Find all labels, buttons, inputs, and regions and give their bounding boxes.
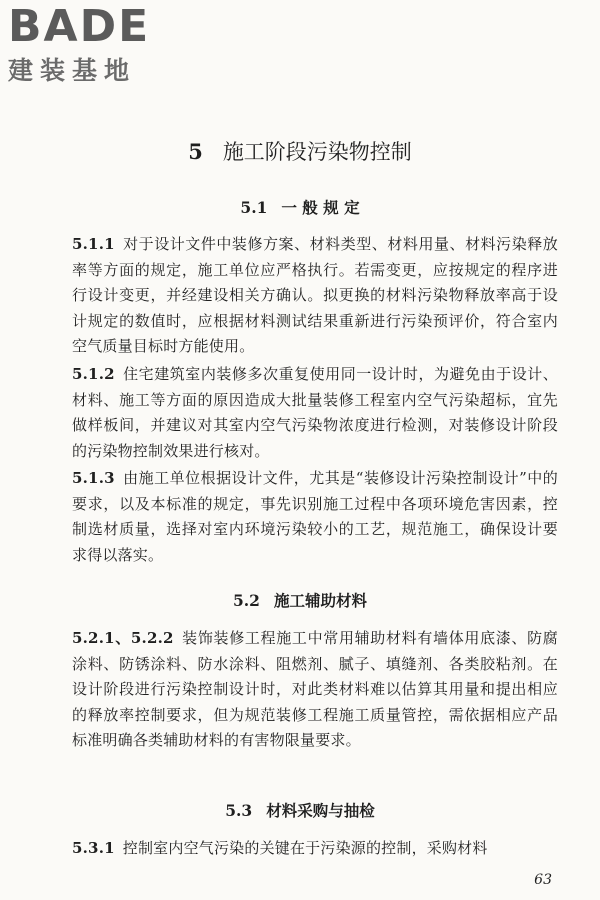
section-number: 5.1 [240,198,268,217]
clause-5-2-1-5-2-2 [72,626,558,754]
clause-number: 5.1.3 [72,469,115,487]
clause-number: 5.1.2 [72,365,115,383]
clause-text: 住宅建筑室内装修多次重复使用同一设计时，为避免由于设计、材料、施工等方面的原因造成大批量装修工程室内空气污染超标，宜先做样板间，并建议对其室内空气污染物浓度进行检测，对装修设计阶段的污染物控制效果进行核对。 [72,365,558,460]
bade-logo [8,1,178,86]
clause-text: 对于设计文件中装修方案、材料类型、材料用量、材料污染释放率等方面的规定，施工单位应严格执行。若需变更，应按规定的程序进行设计变更，并经建设相关方确认。拟更换的材料污染物释放率高于设计规定的数值时，应根据材料测试结果重新进行污染预评价，符合室内空气质量目标时方能使用。 [72,235,558,355]
section-title: 材料采购与抽检 [266,802,375,820]
section-heading-5-3 [0,800,600,822]
clause-5-3-1 [72,836,558,862]
clause-text: 装饰装修工程施工中常用辅助材料有墙体用底漆、防腐涂料、防锈涂料、防水涂料、阻燃剂、腻子、填缝剂、各类胶粘剂。在设计阶段进行污染控制设计时，对此类材料难以估算其用量和提出相应的释放率控制要求，但为规范装修工程施工质量管控，需依据相应产品标准明确各类辅助材料的有害物限量要求。 [72,629,558,749]
chapter-title: 施工阶段污染物控制 [222,140,412,164]
clause-text: 控制室内空气污染的关键在于污染源的控制，采购材料 [122,839,488,857]
clause-number: 5.2.1、5.2.2 [72,629,174,647]
clause-text: 由施工单位根据设计文件，尤其是“装修设计污染控制设计”中的要求，以及本标准的规定，事先识别施工过程中各项环境危害因素，控制选材质量，选择对室内环境污染较小的工艺，规范施工，确保设计要求得以落实。 [72,469,558,564]
logo-subtitle: 建装基地 [8,56,137,85]
chapter-number: 5 [188,139,203,164]
section-heading-5-2 [0,590,600,612]
clause-number: 5.3.1 [72,839,115,857]
chapter-heading [0,138,600,166]
section-heading-5-1 [0,197,600,219]
section-title: 施工辅助材料 [273,592,367,610]
section-number: 5.2 [233,591,260,610]
section-number: 5.3 [225,801,253,820]
clause-5-1-1 [72,232,558,360]
page-number: 63 [534,872,552,888]
logo-mark: BADE [8,1,151,52]
clause-number: 5.1.1 [72,235,115,253]
clause-5-1-2 [72,362,558,464]
clause-5-1-3 [72,466,558,568]
section-title: 一 般 规 定 [281,199,360,217]
